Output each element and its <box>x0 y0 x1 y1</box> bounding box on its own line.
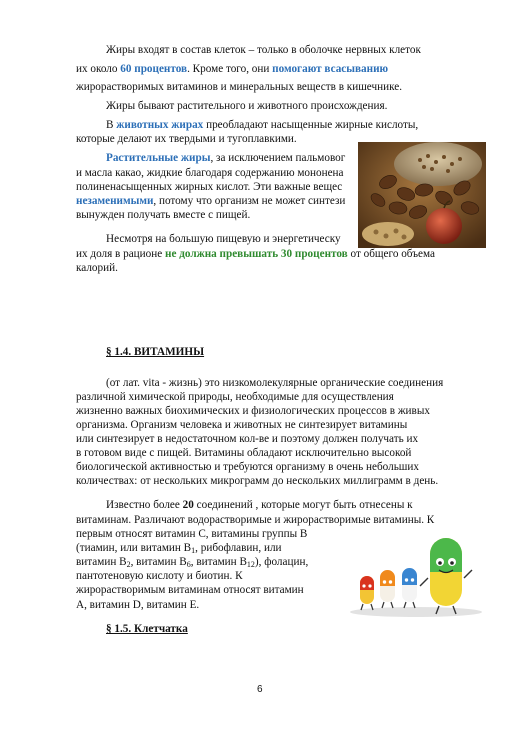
highlight-60-percent: 60 процентов <box>120 63 188 75</box>
para6-line2: различной химической природы, необходимые для осуществления <box>76 391 394 403</box>
text: , за исключением пальмовог <box>210 152 346 164</box>
para4-line2: и масла какао, жидкие благодаря содержанию мононена <box>76 167 344 179</box>
para7-line2: витаминам. Различают водорастворимые и жирорастворимые витамины. К <box>76 514 435 526</box>
para4-line4 <box>76 194 345 208</box>
text: ), фолацин, <box>254 556 309 568</box>
nuts-seeds-illustration <box>358 142 486 248</box>
highlight-animal-fats: животных жирах <box>116 119 204 131</box>
text: витамин В <box>76 556 127 568</box>
para6-line4: организма. Организм человека и животных не синтезирует витамины <box>76 419 408 431</box>
bold-20: 20 <box>182 499 194 511</box>
para7-line1 <box>106 498 413 512</box>
para7-line6: пантотеновую кислоту и биотин. К <box>76 570 243 582</box>
text: (тиамин, или витамин В <box>76 542 192 554</box>
section-heading-fiber: § 1.5. Клетчатка <box>106 623 188 635</box>
page-number: 6 <box>257 684 263 695</box>
text: , витамин В <box>190 556 247 568</box>
pills-icon <box>346 530 488 618</box>
para5-line3: калорий. <box>76 262 118 274</box>
para2-line1: Жиры бывают растительного и животного происхождения. <box>106 100 388 112</box>
para1-line1: Жиры входят в состав клеток – только в оболочке нервных клеток <box>106 44 421 56</box>
para6-line1: (от лат. vita - жизнь) это низкомолекулярные органические соединения <box>106 377 444 389</box>
text: преобладают насыщенные жирные кислоты, <box>203 119 419 131</box>
nuts-seeds-photo <box>358 142 486 248</box>
text: их доля в рационе <box>76 248 165 260</box>
para7-line7: жирорастворимым витаминам относят витамин <box>76 584 304 596</box>
highlight-absorption: помогают всасыванию <box>272 63 389 75</box>
text: соединений , которые могут быть отнесены к <box>193 499 413 511</box>
para6-line5: или синтезирует в недостаточном кол-ве и поэтому должен получать их <box>76 433 419 445</box>
text: , рибофлавин, или <box>195 542 282 554</box>
para7-line5 <box>76 555 308 569</box>
text: Известно более <box>106 499 183 511</box>
para1-line2 <box>76 62 388 76</box>
text: , витамин В <box>130 556 187 568</box>
text: их около <box>76 63 121 75</box>
section-heading-vitamins: § 1.4. ВИТАМИНЫ <box>106 346 205 358</box>
para4-line1 <box>106 151 345 165</box>
para1-line3: жирорастворимых витаминов и минеральных веществ в кишечнике. <box>76 81 403 93</box>
subscript: 1 <box>191 546 196 555</box>
para6-line6: в готовом виде с пищей. Витамины обладают исключительно высокой <box>76 447 412 459</box>
text: , потому что организм не может синтези <box>153 195 346 207</box>
subscript: 6 <box>186 560 191 569</box>
text: от общего объема <box>347 248 435 260</box>
text: В <box>106 119 117 131</box>
highlight-plant-fats: Растительные жиры <box>106 152 211 164</box>
vitamin-pills-illustration <box>346 530 488 618</box>
para6-line8: количествах: от нескольких микрограмм до нескольких миллиграмм в день. <box>76 475 439 487</box>
para6-line3: жизненно важных биохимических и физиологических процессов в живых <box>76 405 430 417</box>
para7-line3: первым относят витамин С, витамины группы В <box>76 528 308 540</box>
subscript: 12 <box>246 560 255 569</box>
highlight-not-exceed: не должна превышать 30 процентов <box>165 248 348 260</box>
para5-line1: Несмотря на большую пищевую и энергетическу <box>106 233 341 245</box>
para4-line3: полиненасыщенных жирных кислот. Эти важные вещес <box>76 181 343 193</box>
para4-line5: вынужден получать вместе с пищей. <box>76 209 251 221</box>
para3-line2: которые делают их твердыми и тугоплавкими. <box>76 133 297 145</box>
para5-line2 <box>76 247 435 261</box>
para7-line8: А, витамин D, витамин Е. <box>76 599 200 611</box>
para6-line7: биологической активностью и требуются организму в очень небольших <box>76 461 419 473</box>
text: . Кроме того, они <box>187 63 273 75</box>
subscript: 2 <box>126 560 131 569</box>
para3-line1 <box>106 118 418 132</box>
highlight-essential: незаменимыми <box>76 195 154 207</box>
para7-line4 <box>76 541 282 555</box>
